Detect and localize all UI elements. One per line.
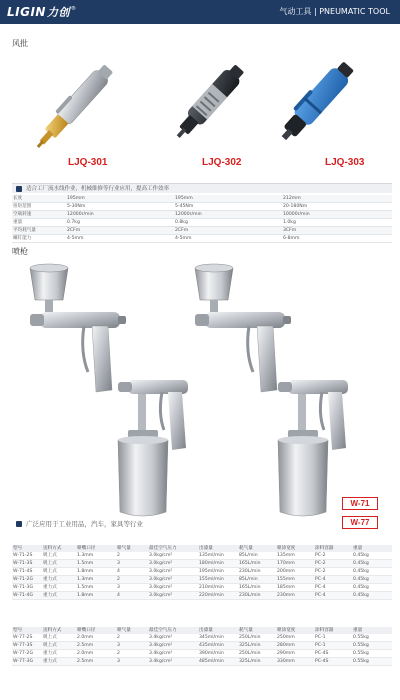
spray-bullet-text: 广泛应用于工业用品，汽车，家具等行业 bbox=[26, 520, 143, 528]
table-cell: PC-4S bbox=[314, 650, 352, 658]
table-cell: 0.45kg bbox=[352, 592, 392, 600]
table-cell: 250L/min bbox=[238, 634, 276, 642]
table-header-cell: 最佳空气压力 bbox=[148, 545, 198, 552]
table-cell: 0.45kg bbox=[352, 560, 392, 568]
spec-value: 2CFm bbox=[67, 228, 81, 233]
table-cell: 2.0mm bbox=[76, 650, 116, 658]
table-header-cell: 送料方式 bbox=[42, 545, 76, 552]
logo-text-cn: 力创 bbox=[46, 6, 70, 19]
bullet-square-icon bbox=[16, 186, 22, 192]
table-cell: W-77-2G bbox=[12, 650, 42, 658]
table-cell: PC-1 bbox=[314, 642, 352, 650]
table-row bbox=[12, 584, 392, 592]
table-cell: 2.0mm bbox=[76, 634, 116, 642]
spray-gun-suction-right-image bbox=[278, 380, 348, 516]
table-cell: W-71-2S bbox=[12, 552, 42, 560]
table-header-cell: 喷嘴口径 bbox=[76, 545, 116, 552]
model-label-ljq-301: LJQ-301 bbox=[68, 157, 108, 168]
table-header-cell: 涂料容器 bbox=[314, 627, 352, 634]
table-cell: 3.0kg/cm² bbox=[148, 552, 198, 560]
spray-bullet-bar bbox=[12, 519, 334, 529]
table-cell: 230L/min bbox=[238, 592, 276, 600]
table-cell: 重力式 bbox=[42, 584, 76, 592]
spec-row bbox=[12, 195, 392, 203]
table-header-cell: 重量 bbox=[352, 545, 392, 552]
spec-row bbox=[12, 211, 392, 219]
table-cell: PC-4 bbox=[314, 584, 352, 592]
table-cell: 3.0kg/cm² bbox=[148, 560, 198, 568]
table-cell: 1.5mm bbox=[76, 560, 116, 568]
table-cell: 3.4kg/cm² bbox=[148, 634, 198, 642]
table-cell: 0.55kg bbox=[352, 634, 392, 642]
table-cell: 165L/min bbox=[238, 584, 276, 592]
spec-value: 1.0kg bbox=[283, 220, 296, 225]
table-row bbox=[12, 658, 392, 666]
table-cell: 1.3mm bbox=[76, 576, 116, 584]
table-cell: 重力式 bbox=[42, 658, 76, 666]
table-header-cell: 喷气量 bbox=[116, 627, 148, 634]
table-cell: W-77-3S bbox=[12, 642, 42, 650]
screwdriver-ljq-301-image bbox=[30, 61, 116, 153]
table-header-cell: 涂料容器 bbox=[314, 545, 352, 552]
table-header-cell: 耗气量 bbox=[238, 545, 276, 552]
table-cell: 280mm bbox=[276, 642, 314, 650]
table-cell: 重力式 bbox=[42, 592, 76, 600]
table-header-cell: 最佳空气压力 bbox=[148, 627, 198, 634]
table-cell: W-71-3S bbox=[12, 560, 42, 568]
spray-gun-suction-left-image bbox=[118, 380, 188, 516]
table-cell: 吸上式 bbox=[42, 568, 76, 576]
table-cell: PC-4 bbox=[314, 592, 352, 600]
table-header-cell: 重量 bbox=[352, 627, 392, 634]
table-header-cell: 喷气量 bbox=[116, 545, 148, 552]
page-header bbox=[0, 0, 400, 24]
table-cell: 3.0kg/cm² bbox=[148, 576, 198, 584]
table-cell: 1.8mm bbox=[76, 592, 116, 600]
table-cell: 1.8mm bbox=[76, 568, 116, 576]
table-cell: 230mm bbox=[276, 592, 314, 600]
table-cell: W-71-3G bbox=[12, 584, 42, 592]
table-header-cell: 出漆量 bbox=[198, 627, 238, 634]
table-cell: 210ml/min bbox=[198, 584, 238, 592]
table-header-cell: 耗气量 bbox=[238, 627, 276, 634]
registered-mark: ® bbox=[70, 6, 76, 12]
table-cell: 1.5mm bbox=[76, 584, 116, 592]
spec-value: 2CFm bbox=[175, 228, 189, 233]
table-cell: 0.55kg bbox=[352, 642, 392, 650]
table-cell: 185mm bbox=[276, 584, 314, 592]
spec-label: 长度 bbox=[13, 196, 23, 201]
table-cell: 330mm bbox=[276, 658, 314, 666]
table-cell: 2 bbox=[116, 552, 148, 560]
table-cell: 0.45kg bbox=[352, 584, 392, 592]
screwdriver-ljq-302-image bbox=[171, 62, 247, 144]
table-header-cell: 喷涂宽度 bbox=[276, 627, 314, 634]
table-cell: W-71-4G bbox=[12, 592, 42, 600]
table-cell: 3.4kg/cm² bbox=[148, 658, 198, 666]
table-cell: 3 bbox=[116, 560, 148, 568]
table-cell: PC-4S bbox=[314, 658, 352, 666]
table-row bbox=[12, 634, 392, 642]
table-cell: 250L/min bbox=[238, 650, 276, 658]
table-cell: 155ml/min bbox=[198, 576, 238, 584]
spec-value: 195mm bbox=[67, 196, 85, 201]
spec-value: 12000r/min bbox=[175, 212, 202, 217]
table-cell: 2.5mm bbox=[76, 658, 116, 666]
table-cell: 325L/min bbox=[238, 642, 276, 650]
table-cell: 135mm bbox=[276, 552, 314, 560]
table-cell: W-71-4S bbox=[12, 568, 42, 576]
table-header-cell: 型号 bbox=[12, 545, 42, 552]
screwdriver-ljq-303-image bbox=[274, 57, 357, 145]
spray-gun-gravity-right-image bbox=[195, 264, 291, 392]
spec-value: 3CFm bbox=[283, 228, 297, 233]
logo-text: LIGIN bbox=[7, 5, 46, 19]
table-cell: 重力式 bbox=[42, 576, 76, 584]
table-cell: 重力式 bbox=[42, 650, 76, 658]
table-cell: 0.45kg bbox=[352, 576, 392, 584]
table-row bbox=[12, 576, 392, 584]
spec-value: 10000r/min bbox=[283, 212, 310, 217]
table-cell: 吸上式 bbox=[42, 642, 76, 650]
table-cell: 3.4kg/cm² bbox=[148, 642, 198, 650]
table-cell: 吸上式 bbox=[42, 634, 76, 642]
table-cell: 200mm bbox=[276, 568, 314, 576]
table-cell: 135ml/min bbox=[198, 552, 238, 560]
table-cell: 250mm bbox=[276, 634, 314, 642]
table-cell: 325L/min bbox=[238, 658, 276, 666]
table-header-cell: 喷嘴口径 bbox=[76, 627, 116, 634]
spray-gun-gravity-left-image bbox=[30, 264, 126, 392]
tag-w77: W-77 bbox=[342, 516, 378, 529]
table-cell: 435ml/min bbox=[198, 642, 238, 650]
table-cell: PC-1 bbox=[314, 634, 352, 642]
table-cell: 170mm bbox=[276, 560, 314, 568]
brand-logo bbox=[7, 4, 76, 20]
table-cell: PC-2 bbox=[314, 560, 352, 568]
table-cell: 195ml/min bbox=[198, 568, 238, 576]
spec-bullet-bar bbox=[12, 183, 392, 193]
spec-label: 平均耗气量 bbox=[13, 228, 36, 233]
table-cell: 155mm bbox=[276, 576, 314, 584]
table-cell: 180ml/min bbox=[198, 560, 238, 568]
spec-value: 20-180Nm bbox=[283, 204, 308, 209]
spec-value: 212mm bbox=[283, 196, 301, 201]
table-cell: 0.45kg bbox=[352, 552, 392, 560]
spec-value: 4-5mm bbox=[67, 236, 84, 241]
model-label-ljq-303: LJQ-303 bbox=[325, 157, 365, 168]
table-cell: 4 bbox=[116, 592, 148, 600]
section-title-screwdriver: 风批 bbox=[12, 39, 28, 48]
spec-row bbox=[12, 235, 392, 243]
spec-value: 5-30Nm bbox=[67, 204, 86, 209]
spec-value: 0.8kg bbox=[175, 220, 188, 225]
table-cell: 485ml/min bbox=[198, 658, 238, 666]
table-cell: 165L/min bbox=[238, 560, 276, 568]
spec-value: 5-45Nm bbox=[175, 204, 194, 209]
table-cell: 0.55kg bbox=[352, 650, 392, 658]
screwdriver-spec-table bbox=[12, 195, 392, 243]
table-cell: 3.0kg/cm² bbox=[148, 568, 198, 576]
table-cell: 3.0kg/cm² bbox=[148, 584, 198, 592]
category-title: 气动工具 | PNEUMATIC TOOL bbox=[279, 7, 390, 16]
table-row bbox=[12, 560, 392, 568]
table-cell: 0.45kg bbox=[352, 568, 392, 576]
table-cell: PC-2 bbox=[314, 552, 352, 560]
table-cell: 390ml/min bbox=[198, 650, 238, 658]
spec-bullet-text: 适合工厂流水线作业，机械维修等行业应用，提高工作效率 bbox=[26, 186, 170, 192]
table-header-cell: 型号 bbox=[12, 627, 42, 634]
model-label-ljq-302: LJQ-302 bbox=[202, 157, 242, 168]
spec-label: 扭矩范围 bbox=[13, 204, 32, 209]
table-cell: 2 bbox=[116, 650, 148, 658]
table-cell: 290mm bbox=[276, 650, 314, 658]
spec-row bbox=[12, 203, 392, 211]
spec-label: 空载转速 bbox=[13, 212, 32, 217]
table-row bbox=[12, 568, 392, 576]
table-cell: 1.3mm bbox=[76, 552, 116, 560]
table-header-cell: 喷涂宽度 bbox=[276, 545, 314, 552]
table-cell: 3.4kg/cm² bbox=[148, 650, 198, 658]
table-header-cell: 送料方式 bbox=[42, 627, 76, 634]
spec-value: 12000r/min bbox=[67, 212, 94, 217]
spec-label: 螺钉能力 bbox=[13, 236, 32, 241]
table-row bbox=[12, 642, 392, 650]
spray-gun-w71-table bbox=[12, 545, 392, 600]
table-cell: 2 bbox=[116, 634, 148, 642]
table-row bbox=[12, 552, 392, 560]
table-cell: PC-2 bbox=[314, 568, 352, 576]
table-cell: 345ml/min bbox=[198, 634, 238, 642]
table-cell: 220ml/min bbox=[198, 592, 238, 600]
spec-value: 4-5mm bbox=[175, 236, 192, 241]
table-header-cell: 出漆量 bbox=[198, 545, 238, 552]
table-cell: 3 bbox=[116, 642, 148, 650]
spec-row bbox=[12, 219, 392, 227]
table-row bbox=[12, 650, 392, 658]
table-cell: W-77-3G bbox=[12, 658, 42, 666]
spec-label: 重量 bbox=[13, 220, 23, 225]
table-cell: 2 bbox=[116, 576, 148, 584]
table-cell: 3.0kg/cm² bbox=[148, 592, 198, 600]
table-cell: 85L/min bbox=[238, 552, 276, 560]
bullet-square-icon bbox=[16, 521, 22, 527]
spec-value: 0.7kg bbox=[67, 220, 80, 225]
table-cell: 3 bbox=[116, 584, 148, 592]
table-cell: 230L/min bbox=[238, 568, 276, 576]
spec-value: 6-8mm bbox=[283, 236, 300, 241]
section-title-spray-gun: 喷枪 bbox=[12, 247, 28, 256]
tag-w71: W-71 bbox=[342, 497, 378, 510]
table-cell: 4 bbox=[116, 568, 148, 576]
table-cell: 0.55kg bbox=[352, 658, 392, 666]
spec-value: 195mm bbox=[175, 196, 193, 201]
table-cell: 吸上式 bbox=[42, 552, 76, 560]
table-cell: PC-4 bbox=[314, 576, 352, 584]
table-cell: 吸上式 bbox=[42, 560, 76, 568]
spec-row bbox=[12, 227, 392, 235]
table-cell: 2.5mm bbox=[76, 642, 116, 650]
table-cell: W-77-2S bbox=[12, 634, 42, 642]
spray-gun-w77-table bbox=[12, 627, 392, 666]
table-row bbox=[12, 592, 392, 600]
table-cell: W-71-2G bbox=[12, 576, 42, 584]
table-cell: 3 bbox=[116, 658, 148, 666]
table-cell: 85L/min bbox=[238, 576, 276, 584]
